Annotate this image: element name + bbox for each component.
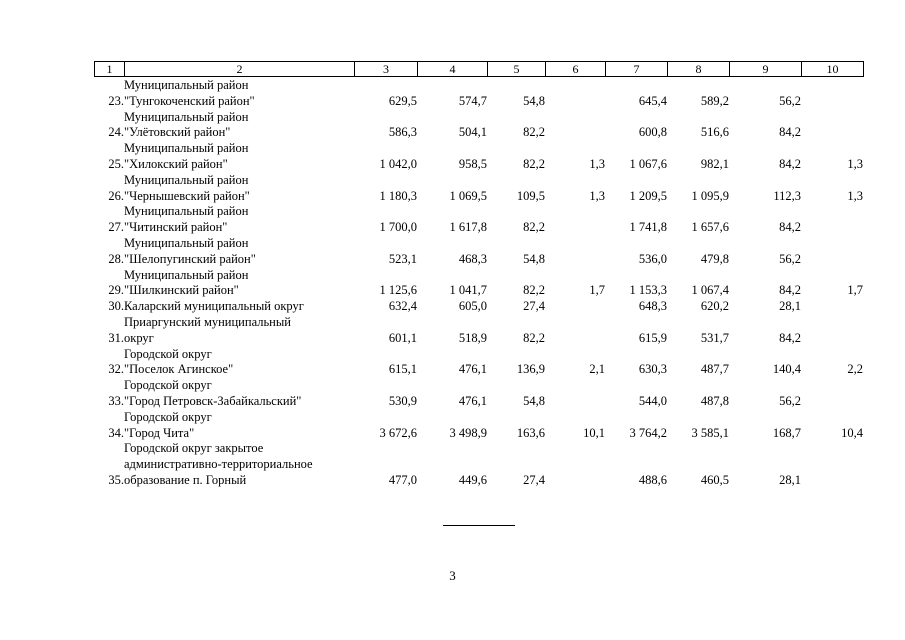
cell-c9: 112,3 [773,188,801,203]
cell-c7: 615,9 [638,330,667,345]
cell-c10: 1,3 [847,188,863,203]
cell-c10 [801,110,863,142]
cell-c10 [801,299,863,315]
table-row [94,299,863,315]
table-row [94,204,863,236]
column-header: 5 [488,62,546,77]
row-name-line: "Улётовский район" [124,125,231,140]
cell-c7: 645,4 [638,93,667,108]
column-header: 4 [418,62,488,77]
cell-c5: 82,2 [523,156,545,171]
cell-c9: 56,2 [779,393,801,408]
row-index: 26. [108,188,124,203]
row-name-line: "Шелопугинский район" [124,251,256,266]
column-header: 3 [355,62,418,77]
row-name [124,204,354,236]
row-index: 32. [108,362,124,377]
cell-c5: 54,8 [523,93,545,108]
row-index: 33. [108,393,124,408]
row-name-line: "Чернышевский район" [124,188,250,203]
column-header: 6 [546,62,606,77]
data-table [94,78,863,489]
table-row [94,410,863,442]
cell-c6: 10,1 [583,425,605,440]
column-header: 7 [606,62,668,77]
cell-c8: 516,6 [700,125,729,140]
cell-c8: 982,1 [700,156,729,171]
cell-c7: 536,0 [638,251,667,266]
cell-c5: 54,8 [523,251,545,266]
row-name-line: Муниципальный район [124,172,249,187]
row-name [124,78,354,110]
cell-c6 [545,204,605,236]
column-header: 9 [730,62,802,77]
column-header: 1 [95,62,125,77]
cell-c4: 476,1 [458,393,487,408]
cell-c4: 1 069,5 [449,188,487,203]
cell-c7: 630,3 [638,362,667,377]
cell-c3: 1 125,6 [379,283,417,298]
row-name-line: образование п. Горный [124,472,247,487]
cell-c8: 589,2 [700,93,729,108]
row-name-line: Муниципальный район [124,78,249,92]
cell-c4: 468,3 [458,251,487,266]
cell-c9: 84,2 [779,125,801,140]
cell-c4: 574,7 [458,93,487,108]
row-name-line: "Хилокский район" [124,156,228,171]
page-number: 3 [449,568,456,583]
cell-c7: 544,0 [638,393,667,408]
cell-c7: 1 209,5 [629,188,667,203]
column-header-row [94,61,864,77]
cell-c4: 958,5 [458,156,487,171]
cell-c10 [801,378,863,410]
cell-c6: 1,7 [589,283,605,298]
cell-c10 [801,204,863,236]
row-name [124,268,354,300]
cell-c9: 84,2 [779,220,801,235]
cell-c5: 82,2 [523,125,545,140]
row-index: 35. [108,472,124,487]
row-name [124,110,354,142]
row-name-line: "Поселок Агинское" [124,362,234,377]
cell-c9: 84,2 [779,330,801,345]
row-name-line: "Читинский район" [124,220,228,235]
cell-c5: 82,2 [523,220,545,235]
row-index: 30. [108,299,124,314]
cell-c3: 586,3 [388,125,417,140]
cell-c6: 1,3 [589,188,605,203]
row-name [124,299,354,315]
row-name-line: Муниципальный район [124,141,249,156]
cell-c5: 82,2 [523,283,545,298]
cell-c6 [545,110,605,142]
cell-c10 [801,78,863,110]
row-name-line: Городской округ [124,346,212,361]
cell-c5: 54,8 [523,393,545,408]
row-name-line: Муниципальный район [124,235,249,250]
cell-c10 [801,236,863,268]
cell-c9: 84,2 [779,156,801,171]
cell-c8: 487,7 [700,362,729,377]
row-name [124,236,354,268]
cell-c3: 3 672,6 [379,425,417,440]
cell-c7: 3 764,2 [629,425,667,440]
row-name [124,378,354,410]
cell-c4: 605,0 [458,299,487,314]
cell-c10: 1,7 [847,283,863,298]
cell-c6 [545,78,605,110]
row-name-line: "Город Петровск-Забайкальский" [124,393,302,408]
cell-c7: 1 153,3 [629,283,667,298]
cell-c9: 28,1 [779,472,801,487]
cell-c8: 1 095,9 [691,188,729,203]
cell-c8: 531,7 [700,330,729,345]
row-name-line: Муниципальный район [124,109,249,124]
cell-c7: 488,6 [638,472,667,487]
table-row [94,378,863,410]
row-name [124,173,354,205]
cell-c9: 56,2 [779,251,801,266]
cell-c5: 82,2 [523,330,545,345]
row-index: 28. [108,251,124,266]
cell-c8: 1 067,4 [691,283,729,298]
cell-c3: 629,5 [388,93,417,108]
cell-c5: 163,6 [516,425,545,440]
cell-c3: 523,1 [388,251,417,266]
cell-c6 [545,236,605,268]
row-name [124,410,354,442]
table-row [94,173,863,205]
cell-c4: 1 041,7 [449,283,487,298]
row-name-line: административно-территориальное [124,457,313,472]
cell-c3: 1 042,0 [379,156,417,171]
cell-c7: 600,8 [638,125,667,140]
row-index: 23. [108,93,124,108]
row-name-line: "Город Чита" [124,425,195,440]
cell-c9: 56,2 [779,93,801,108]
row-index: 29. [108,283,124,298]
cell-c8: 479,8 [700,251,729,266]
row-index: 25. [108,156,124,171]
cell-c7: 648,3 [638,299,667,314]
cell-c6: 1,3 [589,156,605,171]
cell-c6 [545,441,605,488]
column-header: 8 [668,62,730,77]
cell-c6 [545,299,605,315]
column-header: 10 [802,62,864,77]
cell-c10: 1,3 [847,156,863,171]
table-row [94,315,863,347]
row-name [124,141,354,173]
row-name [124,441,354,488]
cell-c4: 449,6 [458,472,487,487]
table-row [94,268,863,300]
table-row [94,141,863,173]
row-index: 34. [108,425,124,440]
cell-c3: 1 180,3 [379,188,417,203]
cell-c6 [545,378,605,410]
table-row [94,78,863,110]
cell-c4: 1 617,8 [449,220,487,235]
cell-c10: 10,4 [841,425,863,440]
table-row [94,110,863,142]
cell-c3: 530,9 [388,393,417,408]
cell-c6 [545,315,605,347]
cell-c10 [801,315,863,347]
cell-c10 [801,441,863,488]
row-name-line: Каларский муниципальный округ [124,299,304,314]
row-name [124,347,354,379]
cell-c5: 136,9 [516,362,545,377]
cell-c4: 518,9 [458,330,487,345]
row-index: 27. [108,220,124,235]
row-name-line: Приаргунский муниципальный [124,314,291,329]
row-index: 24. [108,125,124,140]
cell-c4: 3 498,9 [449,425,487,440]
row-name [124,315,354,347]
cell-c9: 168,7 [772,425,801,440]
row-name-line: Муниципальный район [124,267,249,282]
table-row [94,441,863,488]
row-name-line: округ [124,330,154,345]
table-row [94,236,863,268]
cell-c3: 1 700,0 [379,220,417,235]
cell-c3: 615,1 [388,362,417,377]
cell-c8: 3 585,1 [691,425,729,440]
cell-c4: 504,1 [458,125,487,140]
row-name-line: "Шилкинский район" [124,283,239,298]
cell-c5: 27,4 [523,472,545,487]
cell-c6: 2,1 [589,362,605,377]
cell-c4: 476,1 [458,362,487,377]
cell-c3: 601,1 [388,330,417,345]
cell-c8: 620,2 [700,299,729,314]
cell-c5: 109,5 [516,188,545,203]
row-name-line: Городской округ закрытое [124,441,264,456]
cell-c3: 632,4 [388,299,417,314]
cell-c3: 477,0 [388,472,417,487]
cell-c9: 28,1 [779,299,801,314]
cell-c8: 460,5 [700,472,729,487]
cell-c10: 2,2 [847,362,863,377]
cell-c9: 84,2 [779,283,801,298]
cell-c9: 140,4 [772,362,801,377]
row-name-line: Городской округ [124,409,212,424]
row-name-line: Городской округ [124,378,212,393]
cell-c7: 1 741,8 [629,220,667,235]
separator-line [443,525,515,526]
cell-c8: 1 657,6 [691,220,729,235]
cell-c7: 1 067,6 [629,156,667,171]
table-row [94,347,863,379]
row-name-line: "Тунгокоченский район" [124,93,255,108]
column-header: 2 [125,62,355,77]
cell-c5: 27,4 [523,299,545,314]
row-index: 31. [108,330,124,345]
cell-c8: 487,8 [700,393,729,408]
row-name-line: Муниципальный район [124,204,249,219]
